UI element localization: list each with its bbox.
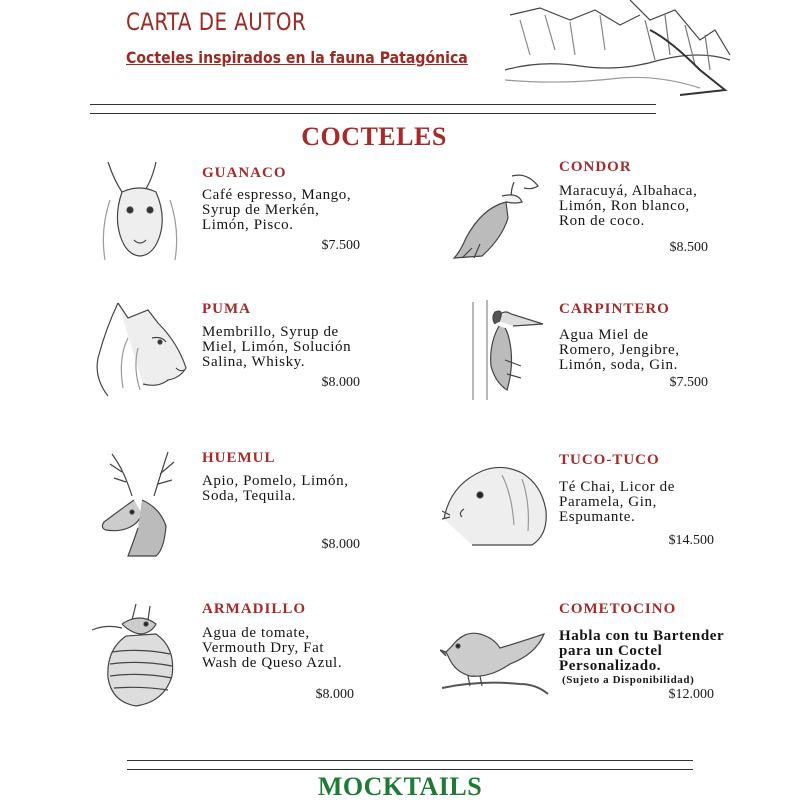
- rodent-illustration: [442, 455, 550, 547]
- cocktail-ingredients: Agua de tomate, Vermouth Dry, Fat Wash de Queso Azul.: [202, 625, 343, 671]
- menu-subtitle: Cocteles inspirados en la fauna Patagónica: [126, 48, 468, 67]
- cocktail-ingredients: Maracuyá, Albahaca, Limón, Ron blanco, Ron de coco.: [559, 183, 698, 229]
- cocktail-ingredients: Té Chai, Licor de Paramela, Gin, Espumante.: [559, 479, 675, 525]
- cocktail-name: ARMADILLO: [202, 601, 307, 617]
- divider: [90, 113, 656, 114]
- cocktail-ingredients: Apio, Pomelo, Limón, Soda, Tequila.: [202, 473, 349, 504]
- cocktail-name: TUCO-TUCO: [559, 452, 660, 468]
- divider: [127, 769, 693, 770]
- armadillo-illustration: [92, 602, 184, 710]
- bird-illustration: [440, 624, 550, 700]
- cocktail-price: $8.000: [321, 537, 360, 552]
- cocktail-name: CONDOR: [559, 159, 632, 175]
- cocktail-price: $7.500: [321, 238, 360, 253]
- woodpecker-illustration: [465, 300, 550, 400]
- puma-illustration: [88, 298, 188, 398]
- cocktail-name: PUMA: [202, 301, 251, 317]
- cocktail-name: GUANACO: [202, 165, 287, 181]
- deer-illustration: [94, 450, 194, 558]
- cocktail-price: $12.000: [668, 687, 714, 702]
- cocktail-price: $8.500: [669, 240, 708, 255]
- condor-illustration: [452, 168, 550, 260]
- cocktail-price: $8.000: [321, 375, 360, 390]
- cocktail-price: $14.500: [668, 533, 714, 548]
- cocktail-name: HUEMUL: [202, 450, 276, 466]
- cocktail-ingredients: Membrillo, Syrup de Miel, Limón, Solución Salina, Whisky.: [202, 324, 352, 370]
- cocktail-name: COMETOCINO: [559, 601, 677, 617]
- cocktail-ingredients: Café espresso, Mango, Syrup de Merkén, Limón, Pisco.: [202, 187, 352, 233]
- cocktail-ingredients: Agua Miel de Romero, Jengibre, Limón, soda, Gin.: [559, 327, 680, 373]
- cocktail-price: $8.000: [315, 687, 354, 702]
- menu-title: CARTA DE AUTOR: [126, 8, 307, 36]
- section-title-mocktails: MOCKTAILS: [317, 772, 483, 801]
- cocktail-price: $7.500: [669, 375, 708, 390]
- cocktail-name: CARPINTERO: [559, 301, 670, 317]
- landscape-sketch-illustration: [500, 0, 735, 100]
- cocktail-description: Habla con tu Bartender para un Coctel Personalizado.: [559, 628, 725, 674]
- availability-note: (Sujeto a Disponibilidad): [562, 674, 695, 686]
- divider: [127, 760, 693, 761]
- guanaco-illustration: [100, 160, 185, 262]
- divider: [90, 104, 656, 105]
- section-title-cocteles: COCTELES: [301, 122, 447, 151]
